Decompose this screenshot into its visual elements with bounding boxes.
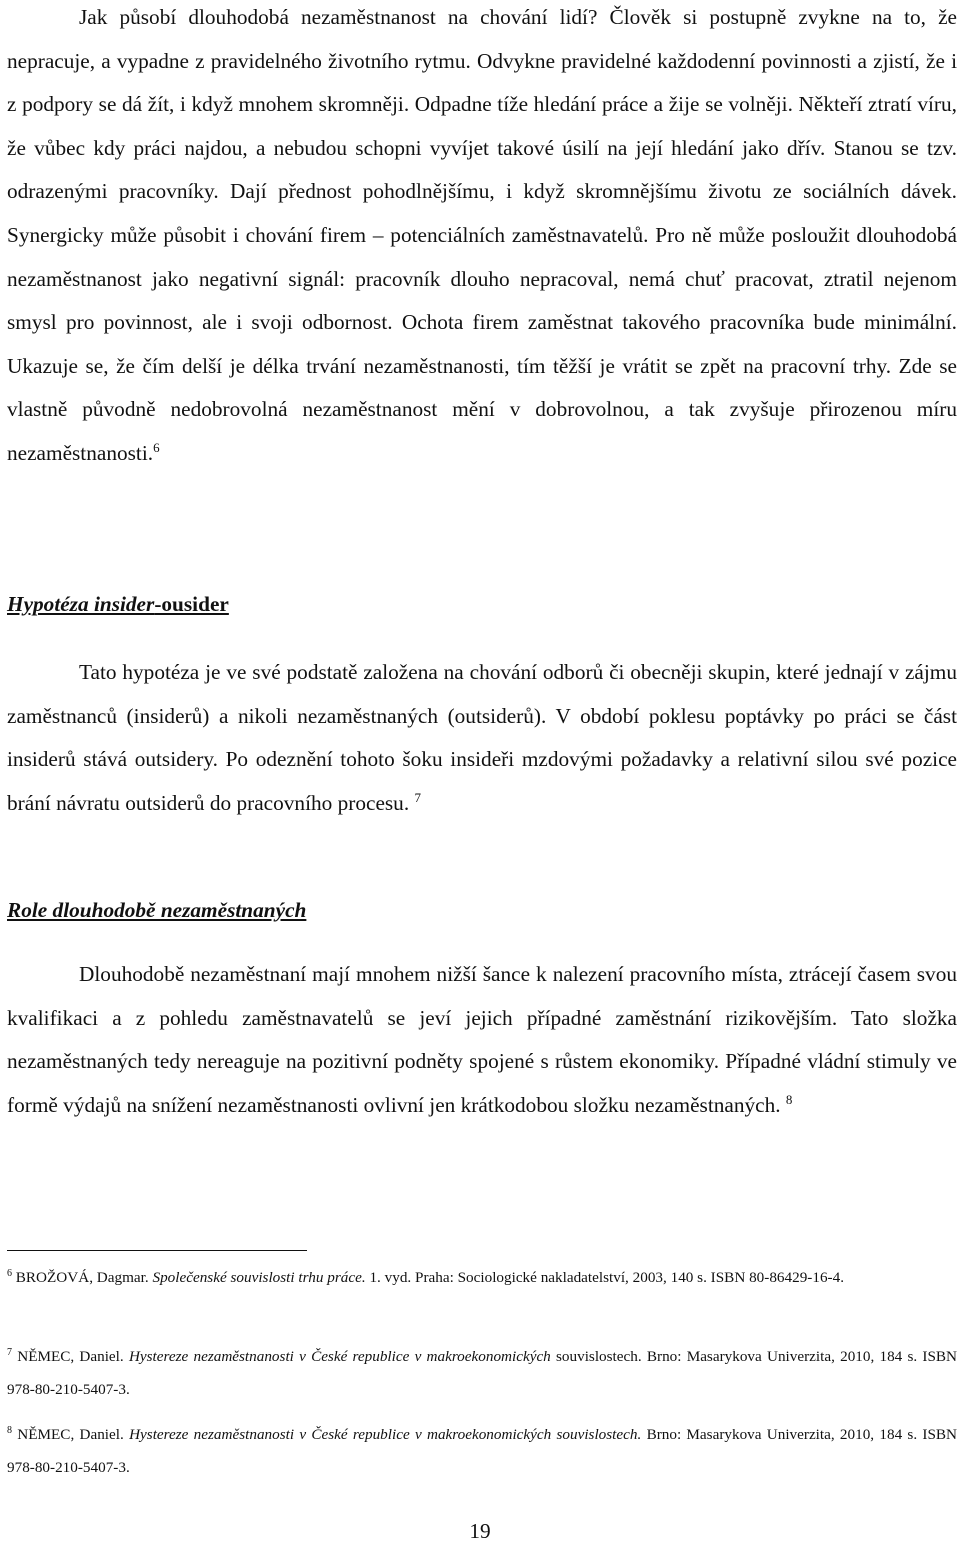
- body-paragraph-3: [7, 953, 957, 1127]
- footnote-ref-8: 8: [785, 1091, 793, 1107]
- footnote-author: NĚMEC, Daniel.: [17, 1348, 124, 1365]
- page-number: 19: [469, 1519, 491, 1543]
- body-paragraph-1: [7, 0, 957, 476]
- footnote-7: [7, 1340, 957, 1406]
- body-paragraph-2: [7, 651, 957, 825]
- footnote-title: Hystereze nezaměstnanosti v České republice v makroekonomických: [128, 1348, 551, 1365]
- footnote-6: [7, 1261, 957, 1294]
- footnote-separator: [7, 1250, 307, 1251]
- footnote-author: BROŽOVÁ, Dagmar.: [15, 1269, 149, 1286]
- footnote-number: 6: [7, 1267, 12, 1279]
- paragraph-1-text: Jak působí dlouhodobá nezaměstnanost na chování lidí? Člověk si postupně zvykne na to, že nepracuje, a vypadne z pravidelného životního rytmu. Odvykne pravidelné každodenní povinnosti a zjistí, že i z podpory se dá žít, i když mnohem skromněji. Odpadne tíže hledání práce a žije se volněji. Někteří ztratí víru, že vůbec kdy práci najdou, a nebudou schopni vyvíjet takové úsilí na její hledání jako dřív. Stanou se tzv. odrazenými pracovníky. Dají přednost pohodlnějšímu, i když skromnějšímu životu ze sociálních dávek. Synergicky může působit i chování firem – potenciálních zaměstnavatelů. Pro ně může posloužit dlouhodobá nezaměstnanost jako negativní signál: pracovník dlouho nepracoval, nemá chuť pracovat, ztratil nejenom smysl pro povinnost, ale i svoji odbornost. Ochota firem zaměstnat takového pracovníka bude minimální. Ukazuje se, že čím delší je délka trvání nezaměstnanosti, tím těžší je vrátit se zpět na pracovní trhy. Zde se vlastně původně nedobrovolná nezaměstnanost mění v dobrovolnou, a tak zvyšuje přirozenou míru nezaměstnanosti.: [7, 5, 957, 465]
- heading-1-italic: Hypotéza insider: [7, 592, 155, 616]
- footnote-number: 7: [7, 1346, 12, 1358]
- paragraph-3-text: Dlouhodobě nezaměstnaní mají mnohem nižší šance k nalezení pracovního místa, ztrácejí časem svou kvalifikaci a z pohledu zaměstnavatelů se jeví jejich případné zaměstnání rizikovějším. Tato složka nezaměstnaných tedy nereaguje na pozitivní podněty spojené s růstem ekonomiky. Případné vládní stimuly ve formě výdajů na snížení nezaměstnanosti ovlivní jen krátkodobou složku nezaměstnaných.: [7, 962, 957, 1117]
- footnote-title: Společenské souvislosti trhu práce.: [152, 1269, 366, 1286]
- heading-1-upright: -ousider: [154, 592, 229, 616]
- footnote-number: 8: [7, 1424, 12, 1436]
- footnote-details: 1. vyd. Praha: Sociologické nakladatelství, 2003, 140 s. ISBN 80-86429-16-4.: [369, 1269, 844, 1286]
- footnote-ref-6: 6: [153, 439, 160, 455]
- footnote-author: NĚMEC, Daniel.: [17, 1426, 124, 1443]
- section-heading-long-term-unemployed: Role dlouhodobě nezaměstnaných: [7, 898, 307, 922]
- footnote-details: Brno: Masarykova Univerzita, 2010, 184 s. ISBN 978-80-210-5407-3.: [7, 1426, 958, 1476]
- footnote-8: [7, 1418, 957, 1484]
- footnote-title: Hystereze nezaměstnanosti v České republice v makroekonomických souvislostech.: [129, 1426, 642, 1443]
- paragraph-2-text: Tato hypotéza je ve své podstatě založena na chování odborů či obecněji skupin, které jednají v zájmu zaměstnanců (insiderů) a nikoli nezaměstnaných (outsiderů). V období poklesu poptávky po práci se část insiderů stává outsidery. Po odeznění tohoto šoku insideři mzdovými požadavky a relativní silou své pozice brání návratu outsiderů do pracovního procesu.: [7, 660, 957, 815]
- footnote-details: souvislostech. Brno: Masarykova Univerzita, 2010, 184 s. ISBN 978-80-210-5407-3.: [7, 1348, 958, 1398]
- section-heading-insider-outsider: [7, 592, 229, 617]
- footnote-ref-7: 7: [414, 789, 421, 805]
